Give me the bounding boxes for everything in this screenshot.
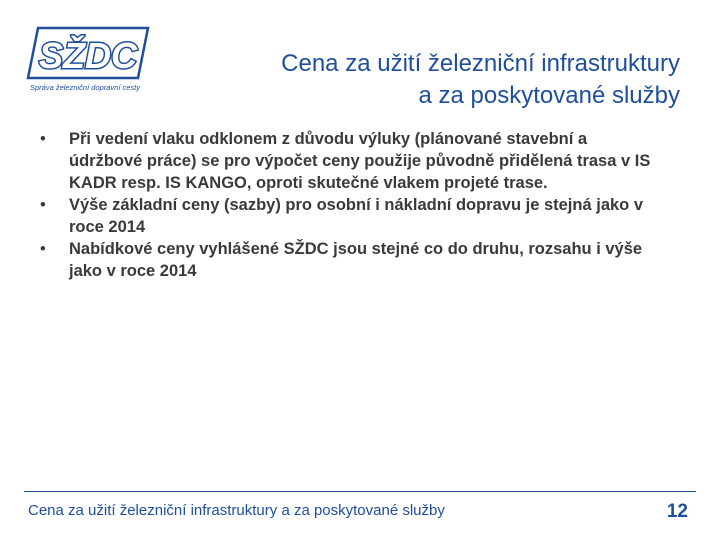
slide-title-line-1: Cena za užití železniční infrastruktury — [281, 50, 680, 78]
bullet-text: Nabídkové ceny vyhlášené SŽDC jsou stejné co do druhu, rozsahu i výše jako v roce 2014 — [69, 240, 643, 280]
footer-text: Cena za užití železniční infrastruktury a za poskytované služby — [28, 502, 445, 519]
footer-divider — [24, 491, 696, 492]
bullet-list — [40, 128, 660, 282]
szdc-logo — [26, 22, 154, 94]
logo-wordmark: SŽDC — [39, 35, 137, 76]
bullet-item — [40, 194, 660, 238]
bullet-item — [40, 128, 660, 194]
bullet-text: Výše základní ceny (sazby) pro osobní i nákladní dopravu je stejná jako v roce 2014 — [69, 196, 644, 236]
logo-tagline: Správa železniční dopravní cesty — [30, 85, 141, 92]
page-number: 12 — [666, 501, 688, 522]
bullet-marker: • — [40, 130, 46, 148]
bullet-text: Při vedení vlaku odklonem z důvodu výluky (plánované stavební a údržbové práce) se pro výpočet ceny použije původně přidělená trasa v IS KADR resp. IS KANGO, oproti skutečné vlakem projeté trase. — [69, 130, 651, 192]
bullet-marker: • — [40, 240, 46, 258]
slide-title — [160, 48, 680, 112]
bullet-marker: • — [40, 196, 46, 214]
slide-title-line-2: a za poskytované služby — [418, 82, 680, 110]
bullet-item — [40, 238, 660, 282]
